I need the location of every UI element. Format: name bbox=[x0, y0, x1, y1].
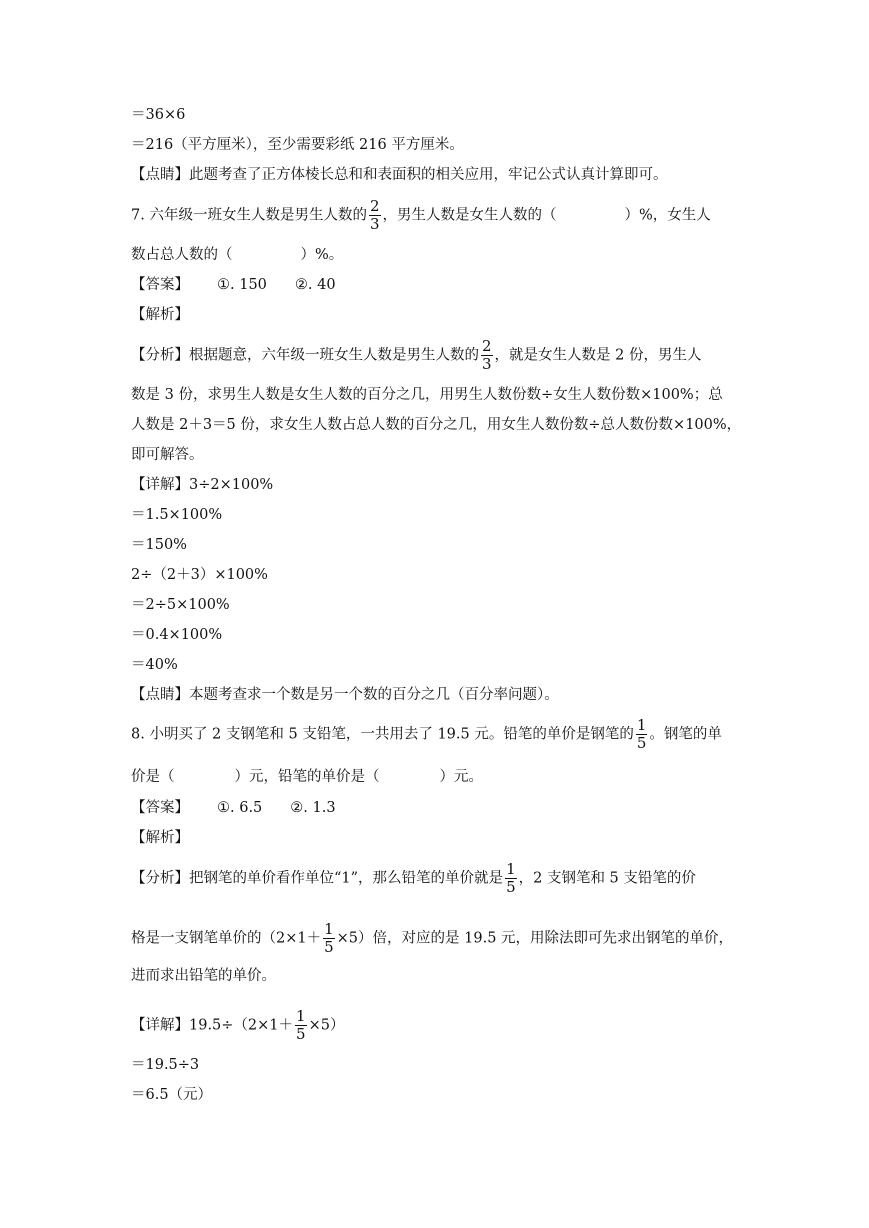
detail-line: ＝2÷5×100% bbox=[131, 597, 230, 613]
point-note: 【点睛】此题考查了正方体棱长总和和表面积的相关应用，牢记公式认真计算即可。 bbox=[131, 167, 668, 183]
answer-line bbox=[131, 799, 336, 817]
answer-2: ②. 1.3 bbox=[290, 800, 336, 816]
calc-result-line: ＝216（平方厘米），至少需要彩纸 216 平方厘米。 bbox=[131, 137, 464, 153]
fraction-denominator: 5 bbox=[296, 1025, 306, 1043]
answer-1: ①. 6.5 bbox=[217, 800, 263, 816]
fraction bbox=[505, 862, 517, 895]
analysis-line-4: 即可解答。 bbox=[131, 447, 204, 463]
answer-label: 【答案】 bbox=[131, 800, 189, 816]
fraction-denominator: 3 bbox=[369, 215, 380, 233]
analysis-text: ，2 支钢笔和 5 支铅笔的价 bbox=[518, 870, 696, 887]
fraction bbox=[481, 339, 493, 372]
answer-2: ②. 40 bbox=[294, 277, 336, 293]
analysis-text: 格是一支钢笔单价的（2×1＋ bbox=[131, 930, 322, 947]
detail-text: ×5） bbox=[308, 1017, 345, 1034]
question-text: ）%，女生人 bbox=[624, 207, 711, 224]
detail-line: 【详解】3÷2×100% bbox=[131, 477, 274, 493]
jiexi-label: 【解析】 bbox=[131, 307, 189, 323]
answer-1: ①. 150 bbox=[217, 277, 267, 293]
analysis-line-3: 进而求出铅笔的单价。 bbox=[131, 968, 276, 984]
detail-line: ＝1.5×100% bbox=[131, 507, 223, 523]
analysis-text: ，就是女生人数是 2 份，男生人 bbox=[494, 347, 702, 364]
question-text: 价是（ bbox=[131, 769, 175, 785]
detail-line: ＝150% bbox=[131, 537, 187, 553]
answer-line bbox=[131, 276, 336, 294]
fraction-numerator: 2 bbox=[369, 197, 380, 215]
question-text: 。钢笔的单 bbox=[649, 726, 722, 743]
fraction-denominator: 5 bbox=[636, 734, 647, 752]
fraction bbox=[295, 1009, 307, 1042]
analysis-text: ×5）倍，对应的是 19.5 元，用除法即可先求出钢笔的单价， bbox=[336, 930, 734, 947]
question-text: ）%。 bbox=[300, 247, 344, 263]
fraction-denominator: 5 bbox=[506, 878, 516, 896]
analysis-text: 【分析】根据题意，六年级一班女生人数是男生人数的 bbox=[131, 347, 479, 364]
analysis-line-2 bbox=[131, 922, 733, 955]
detail-text: 【详解】19.5÷（2×1＋ bbox=[131, 1017, 294, 1034]
jiexi-label: 【解析】 bbox=[131, 830, 189, 846]
detail-line bbox=[131, 1009, 344, 1042]
analysis-line-3: 人数是 2＋3＝5 份，求女生人数占总人数的百分之几，用女生人数份数÷总人数份数×100%， bbox=[131, 417, 742, 433]
question-8-line-2 bbox=[131, 768, 483, 786]
answer-label: 【答案】 bbox=[131, 277, 189, 293]
fraction-numerator: 1 bbox=[636, 716, 647, 734]
question-8-line-1 bbox=[131, 718, 722, 751]
calc-line: ＝36×6 bbox=[131, 107, 186, 123]
question-text: ，男生人数是女生人数的（ bbox=[382, 207, 557, 224]
detail-line: ＝6.5（元） bbox=[131, 1087, 213, 1103]
detail-line: 2÷（2＋3）×100% bbox=[131, 567, 268, 583]
detail-line: ＝40% bbox=[131, 657, 178, 673]
fraction-numerator: 1 bbox=[324, 920, 334, 938]
analysis-line-2: 数是 3 份，求男生人数是女生人数的百分之几，用男生人数份数÷女生人数份数×100%；总 bbox=[131, 387, 723, 403]
question-7-line-2 bbox=[131, 246, 343, 264]
question-7-line-1 bbox=[131, 199, 711, 232]
fraction bbox=[323, 922, 335, 955]
detail-line: ＝19.5÷3 bbox=[131, 1057, 200, 1073]
question-text: 8. 小明买了 2 支钢笔和 5 支铅笔，一共用去了 19.5 元。铅笔的单价是钢笔的 bbox=[131, 726, 634, 743]
analysis-text: 【分析】把钢笔的单价看作单位“1”，那么铅笔的单价就是 bbox=[131, 870, 504, 887]
analysis-line-1 bbox=[131, 862, 696, 895]
fraction-denominator: 3 bbox=[482, 355, 492, 373]
fraction-numerator: 1 bbox=[506, 860, 516, 878]
question-text: 数占总人数的（ bbox=[131, 247, 233, 263]
fraction bbox=[636, 718, 648, 751]
detail-line: ＝0.4×100% bbox=[131, 627, 223, 643]
fraction bbox=[369, 199, 381, 232]
question-text: ）元。 bbox=[439, 769, 483, 785]
question-text: 7. 六年级一班女生人数是男生人数的 bbox=[131, 207, 367, 224]
analysis-line-1 bbox=[131, 339, 702, 372]
fraction-numerator: 1 bbox=[296, 1007, 306, 1025]
point-note: 【点睛】本题考查求一个数是另一个数的百分之几（百分率问题）。 bbox=[131, 687, 559, 703]
fraction-numerator: 2 bbox=[482, 337, 492, 355]
question-text: ）元，铅笔的单价是（ bbox=[234, 769, 380, 785]
fraction-denominator: 5 bbox=[324, 938, 334, 956]
